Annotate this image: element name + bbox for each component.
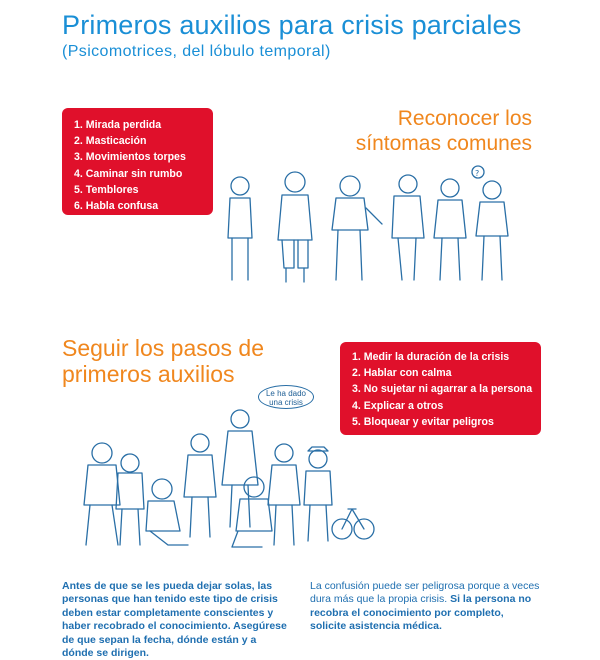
figure-trembling bbox=[434, 179, 466, 280]
symptom-item: 3. Movimientos torpes bbox=[74, 151, 186, 164]
bottom-right-normal-text: La confusión puede ser peligrosa porque a veces dura más que la propia crisis. bbox=[310, 580, 540, 606]
figure-clumsy-movements bbox=[332, 176, 382, 280]
bottom-right-bold-text: Si la persona no recobra el conocimiento por completo, solicite asistencia médica. bbox=[310, 593, 532, 633]
step-item: 1. Medir la duración de la crisis bbox=[352, 351, 510, 363]
steps-heading-line1: Seguir los pasos de bbox=[62, 335, 265, 361]
recognize-heading-line1: Reconocer los bbox=[397, 107, 532, 130]
symptom-item: 2. Masticación bbox=[74, 135, 147, 148]
figure-blank-stare bbox=[228, 177, 252, 280]
symptom-item: 4. Caminar sin rumbo bbox=[74, 167, 183, 180]
symptom-item: 5. Temblores bbox=[74, 183, 139, 196]
figure-teen-bystander bbox=[268, 444, 300, 545]
figure-helper-left bbox=[84, 443, 120, 545]
speech-bubble-line1: Le ha dado bbox=[265, 389, 307, 398]
figure-boy bbox=[116, 454, 144, 545]
figure-confused-speech bbox=[472, 166, 508, 280]
speech-bubble-line2: una crisis bbox=[269, 398, 303, 407]
recognize-heading bbox=[354, 106, 532, 156]
step-item: 4. Explicar a otros bbox=[352, 399, 444, 412]
step-item: 5. Bloquear y evitar peligros bbox=[352, 415, 494, 428]
figure-child-cap bbox=[304, 447, 332, 541]
symptoms-list bbox=[74, 117, 213, 214]
bicycle-icon bbox=[332, 509, 374, 539]
bottom-right-paragraph bbox=[310, 580, 540, 634]
step-item: 3. No sujetar ni agarrar a la persona bbox=[352, 383, 533, 396]
figure-wandering bbox=[392, 175, 424, 280]
symptoms-list-box bbox=[62, 108, 213, 215]
first-aid-illustration bbox=[62, 405, 372, 565]
symptom-item: 6. Habla confusa bbox=[74, 200, 159, 213]
steps-heading bbox=[62, 335, 264, 387]
step-item: 2. Hablar con calma bbox=[352, 367, 452, 380]
recognize-heading-line2: síntomas comunes bbox=[355, 132, 532, 155]
page-title: Primeros auxilios para crisis parciales bbox=[62, 10, 522, 40]
figure-girl-hands bbox=[184, 434, 216, 537]
svg-text:?: ? bbox=[475, 169, 480, 178]
steps-list bbox=[352, 349, 541, 430]
page-subtitle: (Psicomotrices, del lóbulo temporal) bbox=[62, 43, 331, 60]
symptoms-illustration bbox=[210, 168, 540, 288]
figure-chewing bbox=[278, 172, 312, 282]
symptom-item: 1. Mirada perdida bbox=[74, 119, 162, 131]
figure-woman bbox=[222, 410, 258, 527]
figure-seated-person bbox=[146, 479, 188, 545]
bottom-left-paragraph: Antes de que se les pueda dejar solas, las personas que han tenido este tipo de crisis deben estar completamente conscientes y haber recobrado el conocimiento. Asegúrese de que sepan la fecha, dónde están y a dónde se dirigen. bbox=[62, 580, 287, 660]
figure-kneeling-person bbox=[232, 477, 272, 547]
steps-heading-line2: primeros auxilios bbox=[62, 361, 235, 387]
